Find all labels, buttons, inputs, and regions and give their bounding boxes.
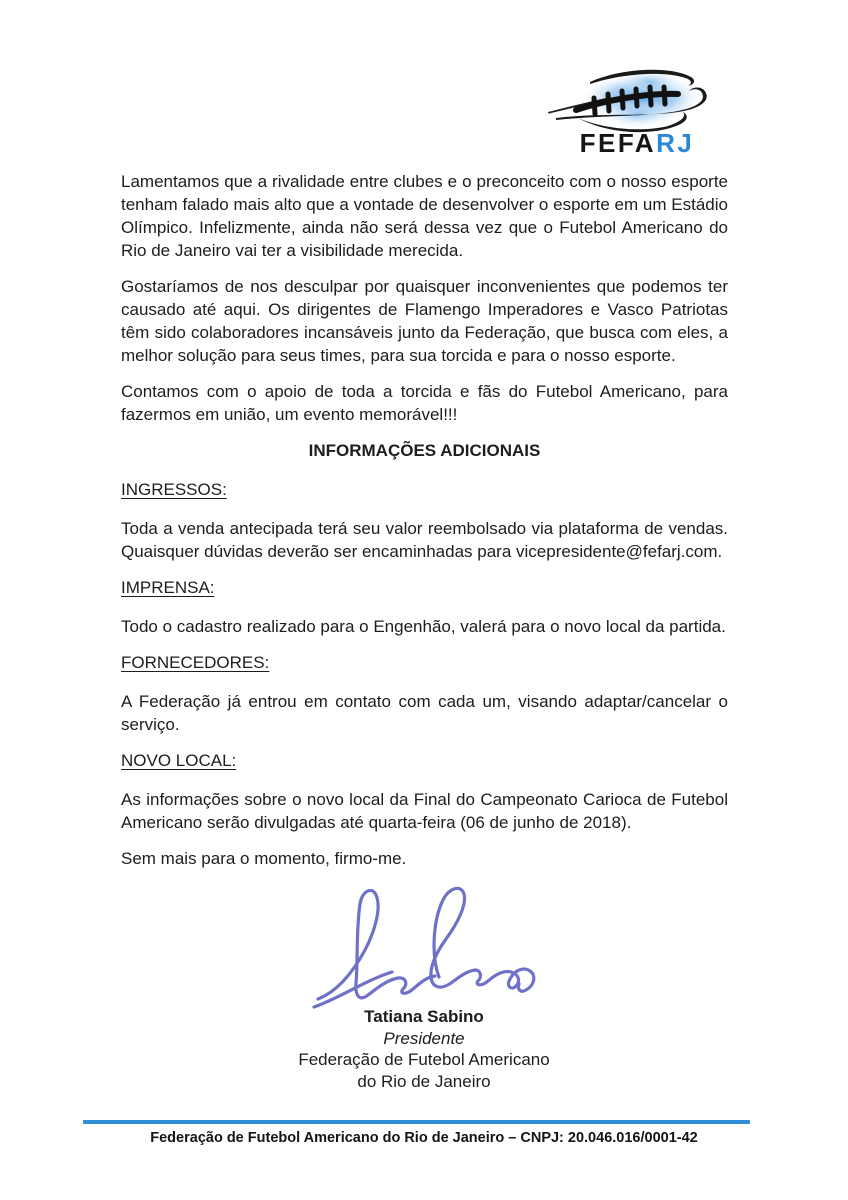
signature-ink-icon [308,878,544,1014]
paragraph-apology-1: Lamentamos que a rivalidade entre clubes e o preconceito com o nosso esporte tenham falado mais alto que a vontade de desenvolver o esporte em um Estádio Olímpico. Infelizmente, ainda não será dessa vez que o Futebol Americano do Rio de Janeiro vai ter a visibilidade merecida. [121,172,728,260]
signer-org-line1: Federação de Futebol Americano [298,1050,550,1069]
signer-title: Presidente [383,1028,465,1048]
logo-wordmark-fefa: FEFA [579,128,657,158]
footer-rule [83,1120,750,1124]
signer-block [0,1006,848,1092]
handwritten-signature [308,878,544,1014]
section-body-imprensa: Todo o cadastro realizado para o Engenhão, valerá para o novo local da partida. [121,617,726,636]
paragraph-support: Contamos com o apoio de toda a torcida e fãs do Futebol Americano, para fazermos em união, um evento memorável!!! [121,382,728,424]
section-body-novo-local: As informações sobre o novo local da Final do Campeonato Carioca de Futebol Americano serão divulgadas até quarta-feira (06 de junho de 2018). [121,790,728,832]
paragraph-apology-2: Gostaríamos de nos desculpar por quaisquer inconvenientes que podemos ter causado até aqui. Os dirigentes de Flamengo Imperadores e Vasco Patriotas têm sido colaboradores incansáveis junto da Federação, que busca com eles, a melhor solução para seus times, para sua torcida e para o nosso esporte. [121,277,728,365]
closing-line: Sem mais para o momento, firmo-me. [121,849,407,868]
letter-body [121,170,728,870]
section-heading-novo-local: NOVO LOCAL: [121,751,237,770]
section-body-ingressos: Toda a venda antecipada terá seu valor reembolsado via plataforma de vendas. Quaisquer dúvidas deverão ser encaminhadas para vicepresidente@fefarj.com. [121,519,728,561]
footer-text: Federação de Futebol Americano do Rio de Janeiro – CNPJ: 20.046.016/0001-42 [150,1130,698,1146]
section-heading-ingressos: INGRESSOS: [121,480,227,499]
signer-name: Tatiana Sabino [364,1007,484,1026]
football-icon [546,60,728,134]
section-heading-imprensa: IMPRENSA: [121,578,215,597]
section-heading-fornecedores: FORNECEDORES: [121,653,270,672]
logo-wordmark-rj: RJ [656,128,695,158]
logo-wordmark [546,130,728,156]
section-body-fornecedores: A Federação já entrou em contato com cada um, visando adaptar/cancelar o serviço. [121,692,728,734]
fefarj-logo [546,60,728,156]
additional-info-title: INFORMAÇÕES ADICIONAIS [308,441,541,460]
signer-org-line2: do Rio de Janeiro [357,1071,491,1091]
